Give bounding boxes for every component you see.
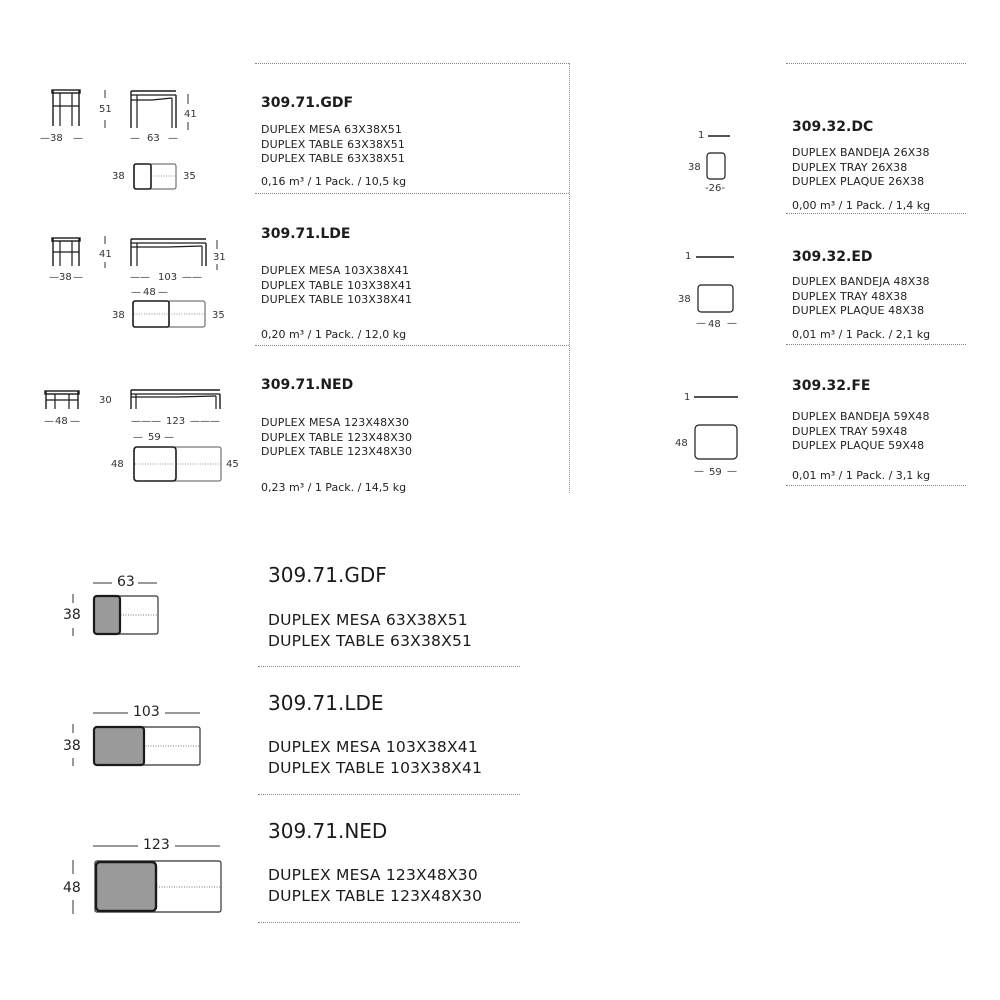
plan-view-drawing [132, 300, 212, 332]
product-description [792, 410, 930, 454]
product-meta: 0,01 m³ / 1 Pack. / 3,1 kg [792, 469, 931, 482]
dimension-label: 38 [688, 162, 701, 173]
dimension-label: -26- [705, 183, 725, 194]
description-line: DUPLEX TABLE 103X38X41 [261, 278, 413, 292]
tray-plan-drawing [697, 284, 737, 314]
dim-tick: —— [130, 272, 150, 283]
description-line: DUPLEX BANDEJA 26X38 [792, 146, 930, 159]
description-line: DUPLEX MESA 123X48X30 [268, 866, 478, 884]
dimension-line [72, 724, 76, 768]
description-line: DUPLEX TRAY 48X38 [792, 289, 908, 303]
dimension-line [93, 712, 203, 716]
dim-tick: — [133, 432, 143, 443]
dimension-line [72, 594, 76, 638]
side-view-drawing [48, 88, 88, 138]
dimension-line [93, 582, 163, 586]
product-description [268, 865, 482, 907]
plan-view-drawing [94, 860, 224, 914]
description-line: DUPLEX MESA 123X48X30 [261, 416, 410, 429]
dimension-label: 103 [158, 272, 178, 283]
dimension-line [216, 240, 220, 272]
dim-tick: — [694, 466, 704, 477]
description-line: DUPLEX MESA 103X38X41 [268, 738, 478, 756]
dimension-label: 48 [111, 459, 124, 470]
side-view-drawing [43, 389, 83, 413]
dimension-label: 38 [59, 272, 72, 283]
product-description [792, 146, 930, 190]
product-meta: 0,23 m³ / 1 Pack. / 14,5 kg [261, 481, 407, 494]
product-code: 309.32.DC [792, 119, 874, 135]
divider [786, 63, 966, 64]
dim-tick: ——— [131, 416, 161, 427]
plan-view-drawing [93, 595, 163, 637]
dimension-label: 48 [63, 880, 81, 896]
side-view-drawing [48, 236, 88, 272]
divider [786, 213, 966, 214]
dimension-label: 48 [143, 287, 156, 298]
divider [786, 485, 966, 486]
divider [569, 63, 570, 493]
dimension-label: 38 [112, 310, 125, 321]
dim-tick: — [164, 432, 174, 443]
product-meta: 0,00 m³ / 1 Pack. / 1,4 kg [792, 199, 931, 212]
divider [786, 344, 966, 345]
dim-tick: — [73, 272, 83, 283]
dimension-label: 1 [684, 392, 691, 403]
dim-tick: — [158, 287, 168, 298]
product-code: 309.71.NED [261, 377, 354, 393]
description-line: DUPLEX TABLE 63X38X51 [261, 137, 405, 151]
description-line: DUPLEX TRAY 59X48 [792, 424, 908, 438]
dimension-label: 41 [99, 249, 112, 260]
product-code: 309.32.FE [792, 378, 871, 394]
dimension-label: 48 [55, 416, 68, 427]
dim-tick: — [73, 133, 83, 144]
front-view-drawing [130, 238, 210, 270]
description-line: DUPLEX PLAQUE 59X48 [792, 439, 925, 453]
dimension-label: 38 [112, 171, 125, 182]
dimension-label: 51 [99, 104, 112, 115]
dim-tick: — [49, 272, 59, 283]
description-line: DUPLEX TABLE 123X48X30 [261, 430, 413, 444]
tray-width-value: 26 [708, 183, 722, 194]
description-line: DUPLEX MESA 63X38X51 [268, 611, 468, 629]
product-meta: 0,01 m³ / 1 Pack. / 2,1 kg [792, 328, 931, 341]
dimension-label: 63 [117, 574, 135, 590]
description-line: DUPLEX TABLE 123X48X30 [261, 445, 413, 459]
plan-view-drawing [133, 446, 227, 484]
dimension-label: 103 [133, 704, 160, 720]
thickness-line [708, 135, 732, 139]
thickness-line [696, 256, 736, 260]
dimension-label: 35 [212, 310, 225, 321]
dim-tick: —— [182, 272, 202, 283]
tray-plan-drawing [694, 424, 740, 462]
plan-view-drawing [133, 163, 183, 193]
description-line: DUPLEX TABLE 103X38X41 [261, 293, 413, 307]
product-code: 309.32.ED [792, 249, 873, 265]
dimension-label: 31 [213, 252, 226, 263]
divider [255, 193, 569, 194]
dim-tick: — [168, 133, 178, 144]
dimension-label: 59 [709, 467, 722, 478]
description-line: DUPLEX TABLE 123X48X30 [268, 887, 483, 905]
dim-tick: — [40, 133, 50, 144]
dimension-label: 35 [183, 171, 196, 182]
product-code: 309.71.LDE [261, 226, 351, 242]
dim-tick: — [130, 133, 140, 144]
product-description [261, 264, 412, 308]
product-description [792, 275, 930, 319]
dim-tick: — [727, 318, 737, 329]
dimension-label: 123 [143, 837, 170, 853]
description-line: DUPLEX TABLE 63X38X51 [261, 152, 405, 166]
product-meta: 0,16 m³ / 1 Pack. / 10,5 kg [261, 175, 407, 188]
product-description [261, 123, 405, 167]
dim-tick: — [70, 416, 80, 427]
dim-tick: — [131, 287, 141, 298]
dimension-label: 41 [184, 109, 197, 120]
dimension-label: 38 [678, 294, 691, 305]
description-line: DUPLEX TABLE 103X38X41 [268, 759, 483, 777]
dimension-label: 45 [226, 459, 239, 470]
description-line: DUPLEX TABLE 63X38X51 [268, 632, 473, 650]
dimension-label: 1 [698, 130, 705, 141]
dimension-label: 48 [675, 438, 688, 449]
dim-tick: ——— [190, 416, 220, 427]
front-view-drawing [130, 90, 180, 136]
dimension-label: 38 [63, 607, 81, 623]
dimension-label: 48 [708, 319, 721, 330]
description-line: DUPLEX PLAQUE 26X38 [792, 175, 925, 189]
dimension-label: 30 [99, 395, 112, 406]
dimension-line [72, 860, 76, 916]
dimension-label: 123 [166, 416, 186, 427]
product-meta: 0,20 m³ / 1 Pack. / 12,0 kg [261, 328, 407, 341]
product-code: 309.71.GDF [261, 95, 354, 111]
description-line: DUPLEX BANDEJA 48X38 [792, 275, 930, 288]
product-description [268, 610, 472, 652]
dimension-label: 59 [148, 432, 161, 443]
description-line: DUPLEX MESA 103X38X41 [261, 264, 410, 277]
dimension-label: 38 [63, 738, 81, 754]
dimension-label: 1 [685, 251, 692, 262]
product-description [261, 416, 412, 460]
divider [255, 345, 569, 346]
dim-tick: — [696, 318, 706, 329]
product-code: 309.71.GDF [268, 563, 387, 587]
thickness-line [694, 396, 740, 400]
description-line: DUPLEX PLAQUE 48X38 [792, 304, 925, 318]
divider [258, 666, 520, 667]
front-view-drawing [130, 389, 224, 413]
description-line: DUPLEX BANDEJA 59X48 [792, 410, 930, 423]
description-line: DUPLEX TRAY 26X38 [792, 160, 908, 174]
dimension-line [187, 94, 191, 134]
plan-view-drawing [93, 726, 203, 768]
product-description [268, 737, 482, 779]
dimension-label: 38 [50, 133, 63, 144]
divider [255, 63, 569, 64]
dimension-line [104, 236, 108, 272]
tray-plan-drawing [706, 152, 728, 182]
dim-tick: — [44, 416, 54, 427]
dimension-label: 63 [147, 133, 160, 144]
product-code: 309.71.NED [268, 819, 388, 843]
divider [258, 922, 520, 923]
product-code: 309.71.LDE [268, 691, 384, 715]
dimension-line [104, 90, 108, 130]
dimension-line [93, 845, 223, 849]
description-line: DUPLEX MESA 63X38X51 [261, 123, 402, 136]
dim-tick: — [727, 466, 737, 477]
divider [258, 794, 520, 795]
